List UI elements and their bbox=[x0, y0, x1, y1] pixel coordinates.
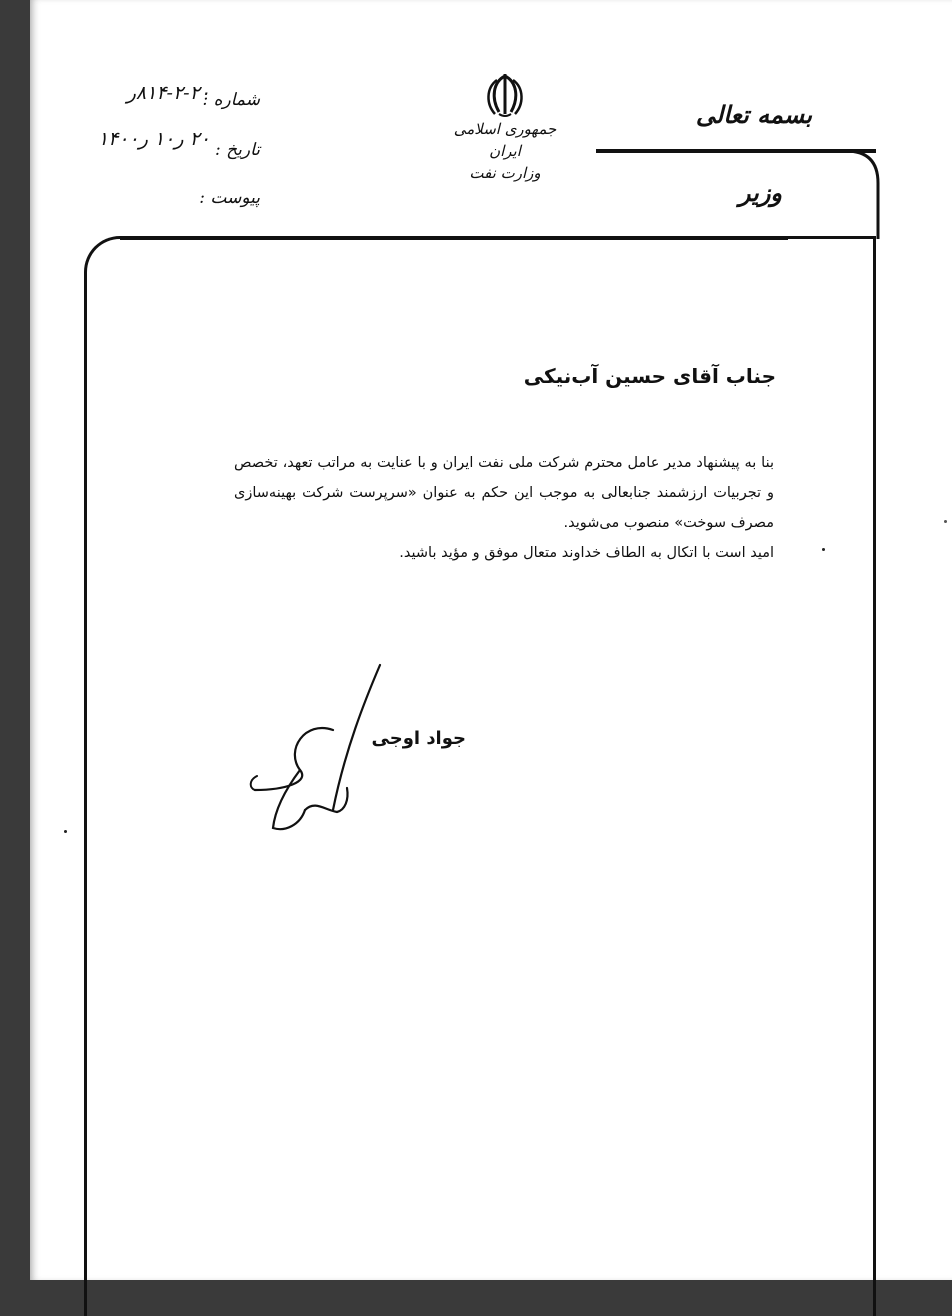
letterhead bbox=[440, 72, 570, 184]
signer-name: جواد اوجی bbox=[371, 728, 466, 749]
office-title: وزیر bbox=[738, 178, 782, 207]
header-rule-top bbox=[596, 149, 876, 153]
iran-emblem-icon bbox=[483, 72, 527, 118]
ministry-name: وزارت نفت bbox=[469, 164, 541, 182]
recipient-name: جناب آقای حسین آب‌نیکی bbox=[523, 364, 776, 388]
scan-speck bbox=[822, 548, 825, 551]
government-name: جمهوری اسلامی ایران bbox=[453, 120, 557, 160]
scan-speck bbox=[64, 830, 67, 833]
date-row bbox=[60, 128, 260, 174]
closing-paragraph: امید است با اتکال به الطاف خداوند متعال موفق و مؤید باشید. bbox=[399, 545, 774, 561]
letter-body bbox=[234, 448, 774, 568]
date-value: ۲۰ ر۱۰ ر۱۴۰۰ bbox=[97, 128, 210, 150]
letter-frame bbox=[84, 236, 876, 1316]
scan-speck bbox=[944, 520, 947, 523]
number-row bbox=[60, 82, 260, 124]
date-label: تاریخ : bbox=[215, 140, 260, 160]
attachment-row bbox=[60, 188, 260, 222]
number-value: ۸۱۴-۲-۲۰ر bbox=[126, 82, 210, 104]
body-paragraph: بنا به پیشنهاد مدیر عامل محترم شرکت ملی نفت ایران و با عنایت به مراتب تعهد، تخصص و تجربیات ارزشمند جنابعالی به موجب این حکم به عنوان «سرپرست شرکت بهینه‌سازی مصرف سوخت» منصوب می‌شوید. bbox=[234, 455, 774, 531]
header-rule-middle bbox=[120, 236, 788, 240]
handwritten-signature bbox=[245, 660, 405, 840]
bismillah-heading: بسمه تعالی bbox=[695, 100, 812, 129]
number-label: شماره : bbox=[202, 90, 260, 110]
frame-corner bbox=[836, 149, 886, 239]
attachment-label: پیوست : bbox=[199, 188, 260, 208]
